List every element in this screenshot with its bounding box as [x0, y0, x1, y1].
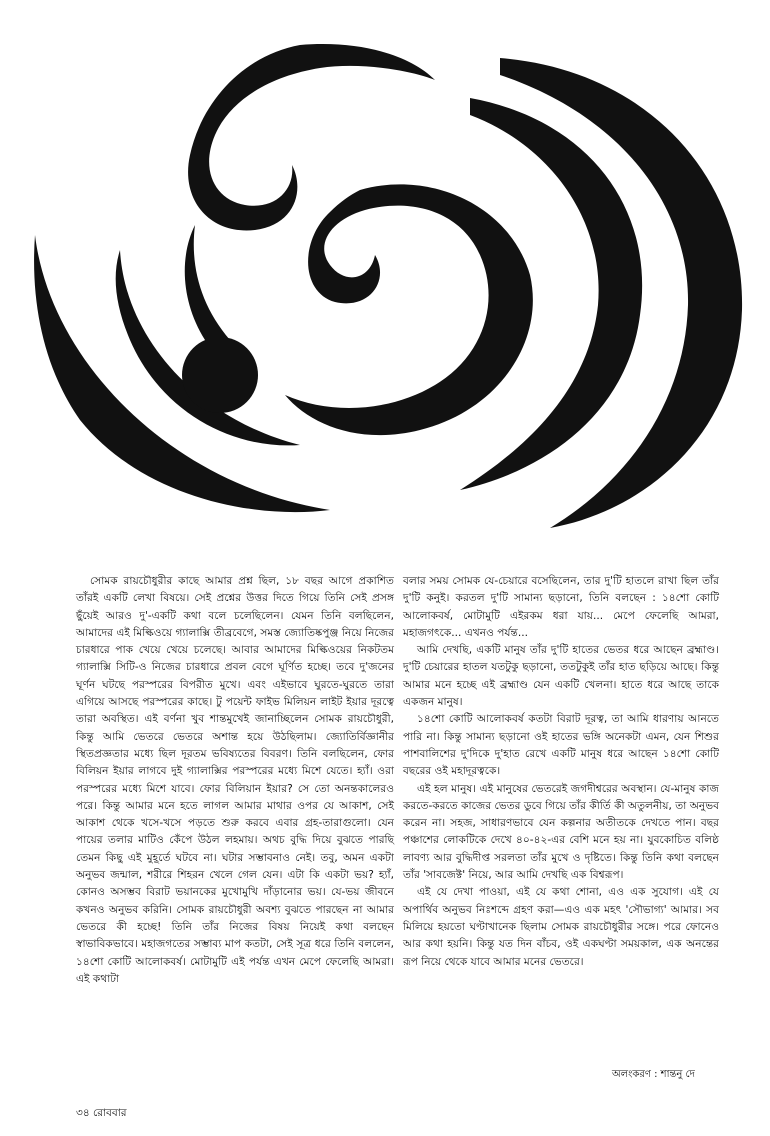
head-dot: [182, 337, 258, 413]
middle-arc-stroke: [460, 98, 642, 490]
paragraph: এই যে দেখা পাওয়া, এই যে কথা শোনা, এও এক সুযোগ। এই যে অপার্থিব অনুভব নিঃশব্দে গ্রহণ করা—এও এক মহৎ 'সৌভাগ্য' আমার। সব মিলিয়ে হয়তো ঘণ্টাখানেক ছিলাম সোমক রায়চৌধুরীর সঙ্গে। পরে ফোনেও আর কথা হয়নি। কিন্তু যত দিন বাঁচব, ওই একঘণ্টা সময়কাল, এক অনন্তের রূপ নিয়ে থেকে যাবে আমার মনের ভেতরে।: [403, 886, 719, 968]
paragraph: এই হল মানুষ। এই মানুষের ভেতরেই জগদীশ্বরের অবস্থান। যে-মানুষ কাজ করতে-করতে কাজের ভেতর ডুবে গিয়ে তাঁর কীর্তি কী অতুলনীয়, তা অনুভব করেন না। সহজ, সাধারণভাবে যেন কল্পনার অতীতকে দেখতে পান। বছর পঞ্চাশের লোকটিকে দেখে ৪০-৪২-এর বেশি মনে হয় না। যুবকোচিত বলিষ্ঠ লাবণ্য আর বুদ্ধিদীপ্ত সরলতা তাঁর মুখে ও দৃষ্টিতে। কিন্তু তিনি কথা বলছেন তাঁর 'সাবজেক্ট' নিয়ে, আর আমি দেখছি এক বিশ্বরূপ।: [403, 782, 719, 882]
article-column-left: [76, 573, 394, 988]
inner-loop-stroke: [285, 184, 533, 435]
page-folio: ৩৪ রোববার: [76, 1107, 127, 1119]
tail-stroke: [185, 225, 230, 340]
paragraph: ১৪শো কোটি আলোকবর্ষ কতটা বিরাট দূরত্ব, তা আমি ধারণায় আনতে পারি না। কিন্তু সামান্য ছড়ানো ওই হাতের ভঙ্গি অনেকটা এমন, যেন শিশুর পাশবালিশের দু'দিকে দু'হাত রেখে একটি মানুষ ধরে আছেন ১৪শো কোটি বছরের ওই মহাদূরত্বকে।: [403, 713, 719, 778]
paragraph: বলার সময় সোমক যে-চেয়ারে বসেছিলেন, তার দু'টি হাতলে রাখা ছিল তাঁর দু'টি কনুই। করতল দু'টি সামান্য ছড়ানো, তিনি বলছেন : ১৪শো কোটি আলোকবর্ষ, মোটামুটি এইরকম ধরা যায়... মেপে ফেলেছি আমরা, মহাজগৎকে... এখনও পর্যন্ত...: [403, 575, 719, 639]
paragraph: সোমক রায়চৌধুরীর কাছে আমার প্রশ্ন ছিল, ১৮ বছর আগে প্রকাশিত তাঁরই একটি লেখা বিষয়ে। সেই প্রশ্নের উত্তর দিতে গিয়ে তিনি সেই প্রসঙ্গ ছুঁয়েই আরও দু'-একটি কথা বলে চলেছিলেন। যেমন তিনি বলছিলেন, আমাদের এই মিল্কিওয়ে গ্যালাক্সি তীব্রবেগে, সমস্ত জ্যোতিষ্কপুঞ্জ নিয়ে নিজের চারধারে পাক খেয়ে খেয়ে চলেছে। আবার আমাদের মিল্কিওয়ের নিকটতম গ্যালাক্সি সিটি-ও নিজের চারধারে প্রবল বেগে ঘূর্ণিত হচ্ছে। তবে দু'জনের ঘূর্ণন ঘটছে পরস্পরের বিপরীত মুখে। এবং এইভাবে ঘুরতে-ঘুরতে তারা এগিয়ে আসছে পরস্পরের কাছে। টু পয়েন্ট ফাইভ মিলিয়ন লাইট ইয়ার দূরত্বে তারা অবস্থিত। এই বর্ণনা খুব শান্তমুখেই জানাচ্ছিলেন সোমক রায়চৌধুরী, কিন্তু আমি ভেতরে ভেতরে অশান্ত হয়ে উঠছিলাম। জ্যোতির্বিজ্ঞানীর স্থিতপ্রজ্ঞতার মধ্যে ছিল দূরতম ভবিষ্যতের বিবরণ। তিনি বলছিলেন, ফোর বিলিয়ন ইয়ার লাগবে দুই গ্যালাক্সির পরস্পরের মধ্যে মিশে যেতে। হ্যাঁ। ওরা পরস্পরের মধ্যে মিশে যাবে। ফোর বিলিয়ান ইয়ার? সে তো অনন্তকালেরও পরে। কিন্তু আমার মনে হতে লাগল আমার মাথার ওপর যে আকাশ, সেই আকাশ থেকে খসে-খসে পড়তে শুরু করবে এবার গ্রহ-তারাগুলো। যেন পায়ের তলার মাটিও কেঁপে উঠল লহমায়। অথচ বুদ্ধি দিয়ে বুঝতে পারছি তেমন কিছু এই মুহূর্তে ঘটবে না। ঘটার সম্ভাবনাও নেই। তবু, অমন একটা অনুভব জন্মাল, শরীরে শিহরন খেলে গেল যেন। এটা কি একটা ভয়? হ্যাঁ, কোনও অসম্ভব বিরাট ভয়ানকের মুখোমুখি দাঁড়ানোর ভয়। যে-ভয় জীবনে কখনও অনুভব করিনি। সোমক রায়চৌধুরী অবশ্য বুঝতে পারছেন না আমার ভেতরে কী হচ্ছে! তিনি তাঁর নিজের বিষয় নিয়েই কথা বলছেন স্বাভাবিকভাবে। মহাজগতের সম্ভাব্য মাপ কতটা, সেই সূত্র ধরে তিনি বললেন, ১৪শো কোটি আলোকবর্ষ। মোটামুটি এই পর্যন্ত এখন মেপে ফেলেছি আমরা। এই কথাটা: [76, 575, 394, 985]
brush-illustration: [30, 40, 750, 540]
article-column-right: [403, 573, 719, 971]
paragraph: আমি দেখছি, একটি মানুষ তাঁর দু'টি হাতের ভেতর ধরে আছেন ব্রহ্মাণ্ড। দু'টি চেয়ারের হাতল যতটুকু ছড়ানো, ততটুকুই তাঁর হাত ছড়িয়ে আছে। কিন্তু আমার মনে হচ্ছে এই ব্রহ্মাণ্ড যেন একটি খেলনা। হাতে ধরে আছে তাকে একজন মানুষ।: [403, 644, 719, 709]
illustration-credit: অলংকরণ : শান্তনু দে: [612, 1069, 695, 1080]
